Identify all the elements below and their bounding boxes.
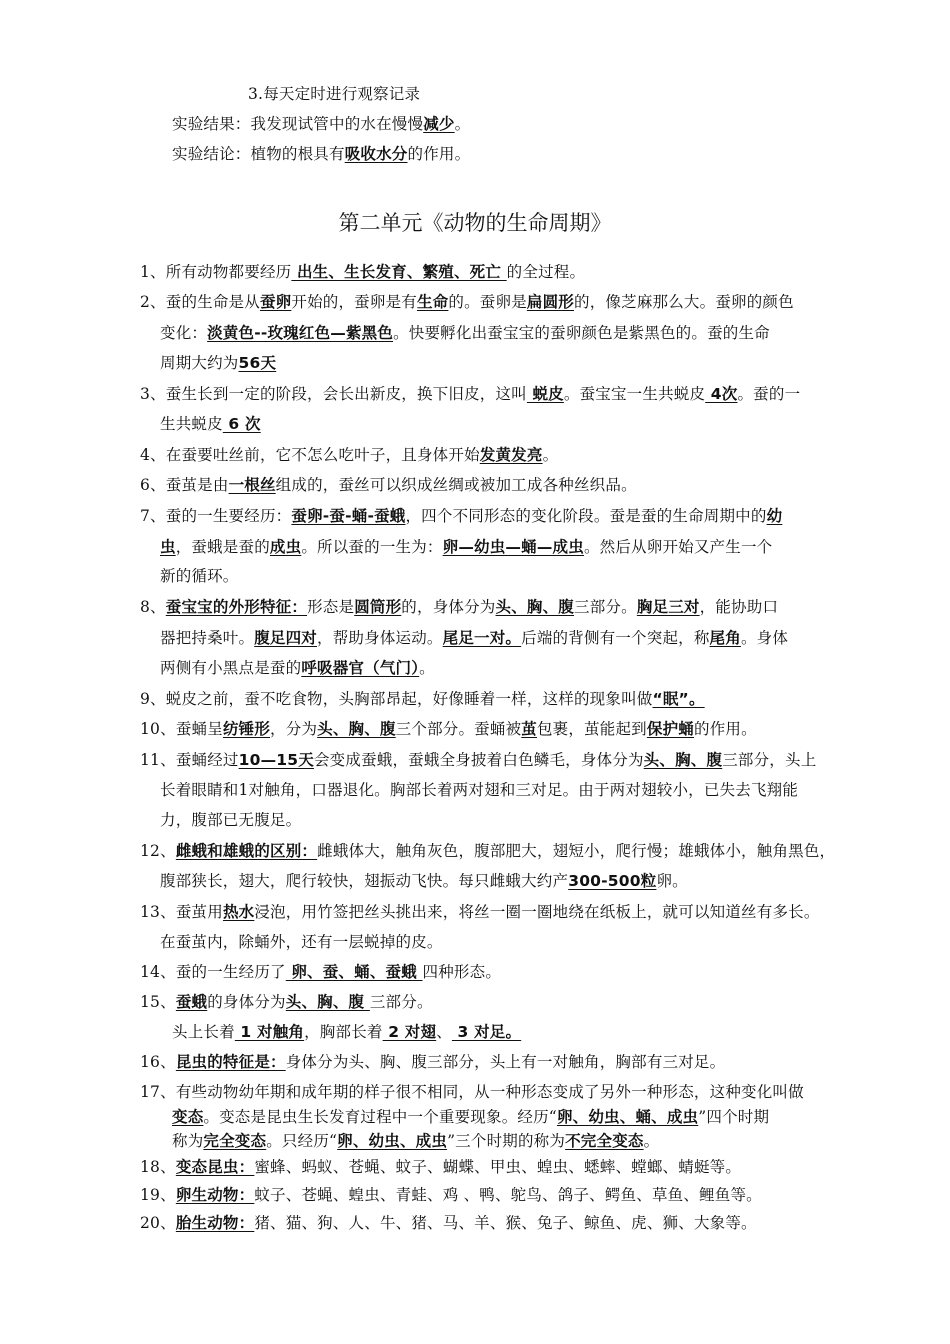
keyword-highlight: 56天 [238, 354, 277, 372]
note-text: ”四个时期 [698, 1108, 770, 1126]
keyword-highlight: 扁圆形 [526, 293, 575, 311]
keyword-highlight: 茧 [521, 720, 537, 738]
keyword-highlight: 一根丝 [228, 476, 276, 494]
result-label: 实验结果：我发现试管中的水在慢慢 [172, 115, 424, 133]
keyword-highlight: 头、胸、腹 [317, 720, 396, 738]
note-text: 后端的背侧有一个突起，称 [521, 629, 710, 647]
note-line [140, 962, 501, 982]
note-line [140, 1185, 762, 1205]
note-line [140, 1213, 757, 1233]
keyword-highlight: 蚕卵-蚕-蛹-蚕蛾 [291, 507, 406, 525]
keyword-highlight: 蚕宝宝的外形特征： [165, 598, 308, 616]
note-line [140, 719, 757, 739]
note-line [160, 780, 798, 800]
note-line [140, 1082, 804, 1102]
note-line [140, 750, 816, 770]
keyword-highlight: 幼 [766, 507, 783, 525]
note-text: 在蚕茧内，除蛹外，还有一层蜕掉的皮。 [160, 933, 443, 951]
note-line [172, 1022, 521, 1042]
note-text: ，分为 [270, 720, 318, 738]
note-text: 三部分，头上 [722, 751, 817, 769]
keyword-highlight: 虫 [160, 538, 176, 556]
keyword-highlight: 头、胸、腹 [643, 751, 723, 769]
result-keyword: 减少 [423, 115, 455, 133]
note-text: 2、蚕的生命是从 [140, 293, 260, 311]
note-text: 。蚕宝宝一生共蜕皮 [563, 385, 706, 403]
note-text: 11、蚕蛹经过 [140, 751, 239, 769]
note-text: 组成的，蚕丝可以织成丝绸或被加工成各种丝织品。 [275, 476, 637, 494]
conclusion-end: 的作用。 [407, 145, 471, 163]
note-text: 形态是 [307, 598, 355, 616]
note-text: 三部分。 [369, 993, 433, 1011]
note-text: 。 [643, 1132, 660, 1150]
note-text: ，蚕蛾是蚕的 [175, 538, 270, 556]
note-line [160, 810, 301, 830]
note-text: 14、蚕的一生经历了 [140, 963, 286, 981]
note-text: 器把持桑叶。 [160, 629, 255, 647]
note-text: 四种形态。 [422, 963, 502, 981]
note-line [140, 1052, 725, 1072]
keyword-highlight: 变态 [172, 1108, 204, 1126]
keyword-highlight: 4次 [705, 385, 738, 403]
note-line [160, 932, 443, 952]
note-text: 的身体分为 [207, 993, 286, 1011]
note-text: 长着眼睛和1对触角，口器退化。胸部长着两对翅和三对足。由于两对翅较小，已失去飞翔能 [160, 781, 799, 799]
keyword-highlight: 卵生动物： [175, 1186, 255, 1204]
note-line [140, 292, 794, 312]
note-line [140, 475, 637, 495]
note-text: 。 [542, 446, 559, 464]
note-line [140, 992, 433, 1012]
keyword-highlight: 3 对足。 [451, 1023, 522, 1041]
note-line [172, 1131, 659, 1151]
experiment-conclusion [172, 144, 470, 164]
keyword-highlight: 胎生动物： [175, 1214, 255, 1232]
keyword-highlight: 尾角 [709, 629, 741, 647]
note-text: 两侧有小黑点是蚕的 [160, 659, 302, 677]
note-text: 腹部狭长，翅大，爬行较快，翅振动飞快。每只雌蛾大约产 [160, 872, 569, 890]
note-text: 17、有些动物幼年期和成年期的样子很不相同，从一种形态变成了另外一种形态，这种变化叫做 [140, 1083, 804, 1101]
keyword-highlight: 淡黄色--玫瑰红色—紫黑色 [207, 324, 394, 342]
note-text: 称为 [172, 1132, 204, 1150]
note-line [140, 689, 705, 709]
keyword-highlight: 头、胸、腹 [285, 993, 370, 1011]
keyword-highlight: 出生、生长发育、繁殖、死亡 [291, 263, 507, 281]
note-text: ，四个不同形态的变化阶段。蚕是蚕的生命周期中的 [405, 507, 767, 525]
note-text: 。然后从卵开始又产生一个 [583, 538, 773, 556]
note-text: 10、蚕蛹呈 [140, 720, 223, 738]
keyword-highlight: 300-500粒 [568, 872, 657, 890]
keyword-highlight: 1 对触角 [234, 1023, 305, 1041]
note-line [140, 902, 820, 922]
keyword-highlight: 雌蛾和雄蛾的区别： [175, 842, 318, 860]
step-3-text: 3.每天定时进行观察记录 [248, 85, 421, 103]
note-text: 、 [436, 1023, 452, 1041]
note-text: 12、 [140, 842, 176, 860]
note-text: 20、 [140, 1214, 176, 1232]
note-text: 6、蚕茧是由 [140, 476, 229, 494]
note-text: ，帮助身体运动。 [317, 629, 443, 647]
keyword-highlight: 纺锤形 [222, 720, 271, 738]
note-text: 的全过程。 [506, 263, 586, 281]
experiment-result [172, 114, 470, 134]
conclusion-keyword: 吸收水分 [344, 145, 408, 163]
note-text: 。 [419, 659, 435, 677]
note-text: 雌蛾体大，触角灰色，腹部肥大，翅短小，爬行慢；雄蛾体小，触角黑色， [317, 842, 836, 860]
note-text: 的，像芝麻那么大。蚕卵的颜色 [574, 293, 794, 311]
note-text: 16、 [140, 1053, 176, 1071]
keyword-highlight: 卵、幼虫、蛹、成虫 [556, 1108, 699, 1126]
note-text: 会变成蚕蛾，蚕蛾全身披着白色鳞毛，身体分为 [313, 751, 644, 769]
note-line [160, 537, 772, 557]
note-text: 。所以蚕的一生为： [301, 538, 443, 556]
note-text: 蚊子、苍蝇、蝗虫、青蛙、鸡 、鸭、鸵鸟、鸽子、鳄鱼、草鱼、鲤鱼等。 [254, 1186, 762, 1204]
keyword-highlight: 10—15天 [238, 751, 314, 769]
note-text: 的，身体分为 [401, 598, 496, 616]
note-text: 身体分为头、胸、腹三部分，头上有一对触角，胸部有三对足。 [285, 1053, 726, 1071]
note-line [160, 566, 239, 586]
note-text: 。变态是昆虫生长发育过程中一个重要现象。经历“ [203, 1108, 557, 1126]
note-text: 猪、猫、狗、人、牛、猪、马、羊、猴、兔子、鲸鱼、虎、狮、大象等。 [254, 1214, 757, 1232]
note-text: 8、 [140, 598, 166, 616]
keyword-highlight: 尾足一对。 [442, 629, 522, 647]
note-text: 。快要孵化出蚕宝宝的蚕卵颜色是紫黑色的。蚕的生命 [393, 324, 770, 342]
note-text: 卵。 [656, 872, 688, 890]
note-text: 4、在蚕要吐丝前，它不怎么吃叶子，且身体开始 [140, 446, 480, 464]
keyword-highlight: 保护蛹 [646, 720, 694, 738]
note-text: ，能协助口 [699, 598, 779, 616]
keyword-highlight: 卵—幼虫—蛹—成虫 [442, 538, 584, 556]
keyword-highlight: 生命 [416, 293, 449, 311]
keyword-highlight: 蚕卵 [259, 293, 292, 311]
note-line [140, 1157, 741, 1177]
note-text: 蜜蜂、蚂蚁、苍蝇、蚊子、蝴蝶、甲虫、蝗虫、蟋蟀、螳螂、蜻蜓等。 [254, 1158, 742, 1176]
note-line [160, 658, 435, 678]
keyword-highlight: 6 次 [222, 415, 261, 433]
note-text: 。蚕的一 [737, 385, 801, 403]
keyword-highlight: 蚕蛾 [175, 993, 208, 1011]
keyword-highlight: 卵、蚕、蛹、蚕蛾 [285, 963, 423, 981]
note-text: 新的循环。 [160, 567, 239, 585]
keyword-highlight: 腹足四对 [254, 629, 318, 647]
conclusion-label: 实验结论：植物的根具有 [172, 145, 345, 163]
note-line [140, 506, 782, 526]
note-text: 7、蚕的一生要经历： [140, 507, 292, 525]
note-text: 3、蚕生长到一定的阶段，会长出新皮，换下旧皮，这叫 [140, 385, 527, 403]
note-text: 19、 [140, 1186, 176, 1204]
note-line [140, 597, 778, 617]
note-text: 三部分。 [574, 598, 637, 616]
note-text: 。只经历“ [266, 1132, 338, 1150]
keyword-highlight: 呼吸器官（气门） [301, 659, 420, 677]
keyword-highlight: 蜕皮 [526, 385, 564, 403]
keyword-highlight: 2 对翅 [382, 1023, 437, 1041]
note-line [160, 871, 688, 891]
note-text: 开始的，蚕卵是有 [291, 293, 417, 311]
note-text: 15、 [140, 993, 176, 1011]
note-text: 包裹，茧能起到 [536, 720, 647, 738]
note-text: 周期大约为 [160, 354, 239, 372]
unit-title: 第二单元《动物的生命周期》 [338, 211, 612, 235]
keyword-highlight: 胸足三对 [636, 598, 700, 616]
note-text: 三个部分。蚕蛹被 [395, 720, 522, 738]
keyword-highlight: 变态昆虫： [175, 1158, 255, 1176]
keyword-highlight: 头、胸、腹 [495, 598, 575, 616]
note-line [172, 1107, 769, 1127]
note-text: 头上长着 [172, 1023, 235, 1041]
keyword-highlight: 发黄发亮 [479, 446, 543, 464]
note-line [140, 262, 585, 282]
note-text: 浸泡，用竹签把丝头挑出来，将丝一圈一圈地绕在纸板上，就可以知道丝有多长。 [254, 903, 820, 921]
note-text: 1、所有动物都要经历 [140, 263, 292, 281]
note-text: 变化： [160, 324, 208, 342]
keyword-highlight: 昆虫的特征是： [175, 1053, 286, 1071]
note-text: 生共蜕皮 [160, 415, 223, 433]
note-text: 力，腹部已无腹足。 [160, 811, 302, 829]
keyword-highlight: 完全变态 [203, 1132, 267, 1150]
note-text: 9、蜕皮之前，蚕不吃食物，头胸部昂起，好像睡着一样，这样的现象叫做 [140, 690, 653, 708]
note-text: 的。蚕卵是 [448, 293, 527, 311]
keyword-highlight: 成虫 [269, 538, 302, 556]
keyword-highlight: 不完全变态 [565, 1132, 644, 1150]
note-text: ，胸部长着 [304, 1023, 383, 1041]
note-line [160, 414, 261, 434]
keyword-highlight: 圆筒形 [354, 598, 402, 616]
note-line [160, 323, 770, 343]
note-line [160, 628, 788, 648]
note-text: 13、蚕茧用 [140, 903, 223, 921]
note-line [140, 445, 558, 465]
note-line [140, 841, 835, 861]
keyword-highlight: 热水 [222, 903, 255, 921]
note-text: 18、 [140, 1158, 176, 1176]
keyword-highlight: 卵、幼虫、成虫 [337, 1132, 448, 1150]
note-text: 。身体 [740, 629, 789, 647]
result-end: 。 [454, 115, 471, 133]
keyword-highlight: “眠”。 [652, 690, 705, 708]
note-line [160, 353, 276, 373]
note-text: 的作用。 [694, 720, 757, 738]
note-text: ”三个时期的称为 [447, 1132, 566, 1150]
note-line [140, 384, 800, 404]
